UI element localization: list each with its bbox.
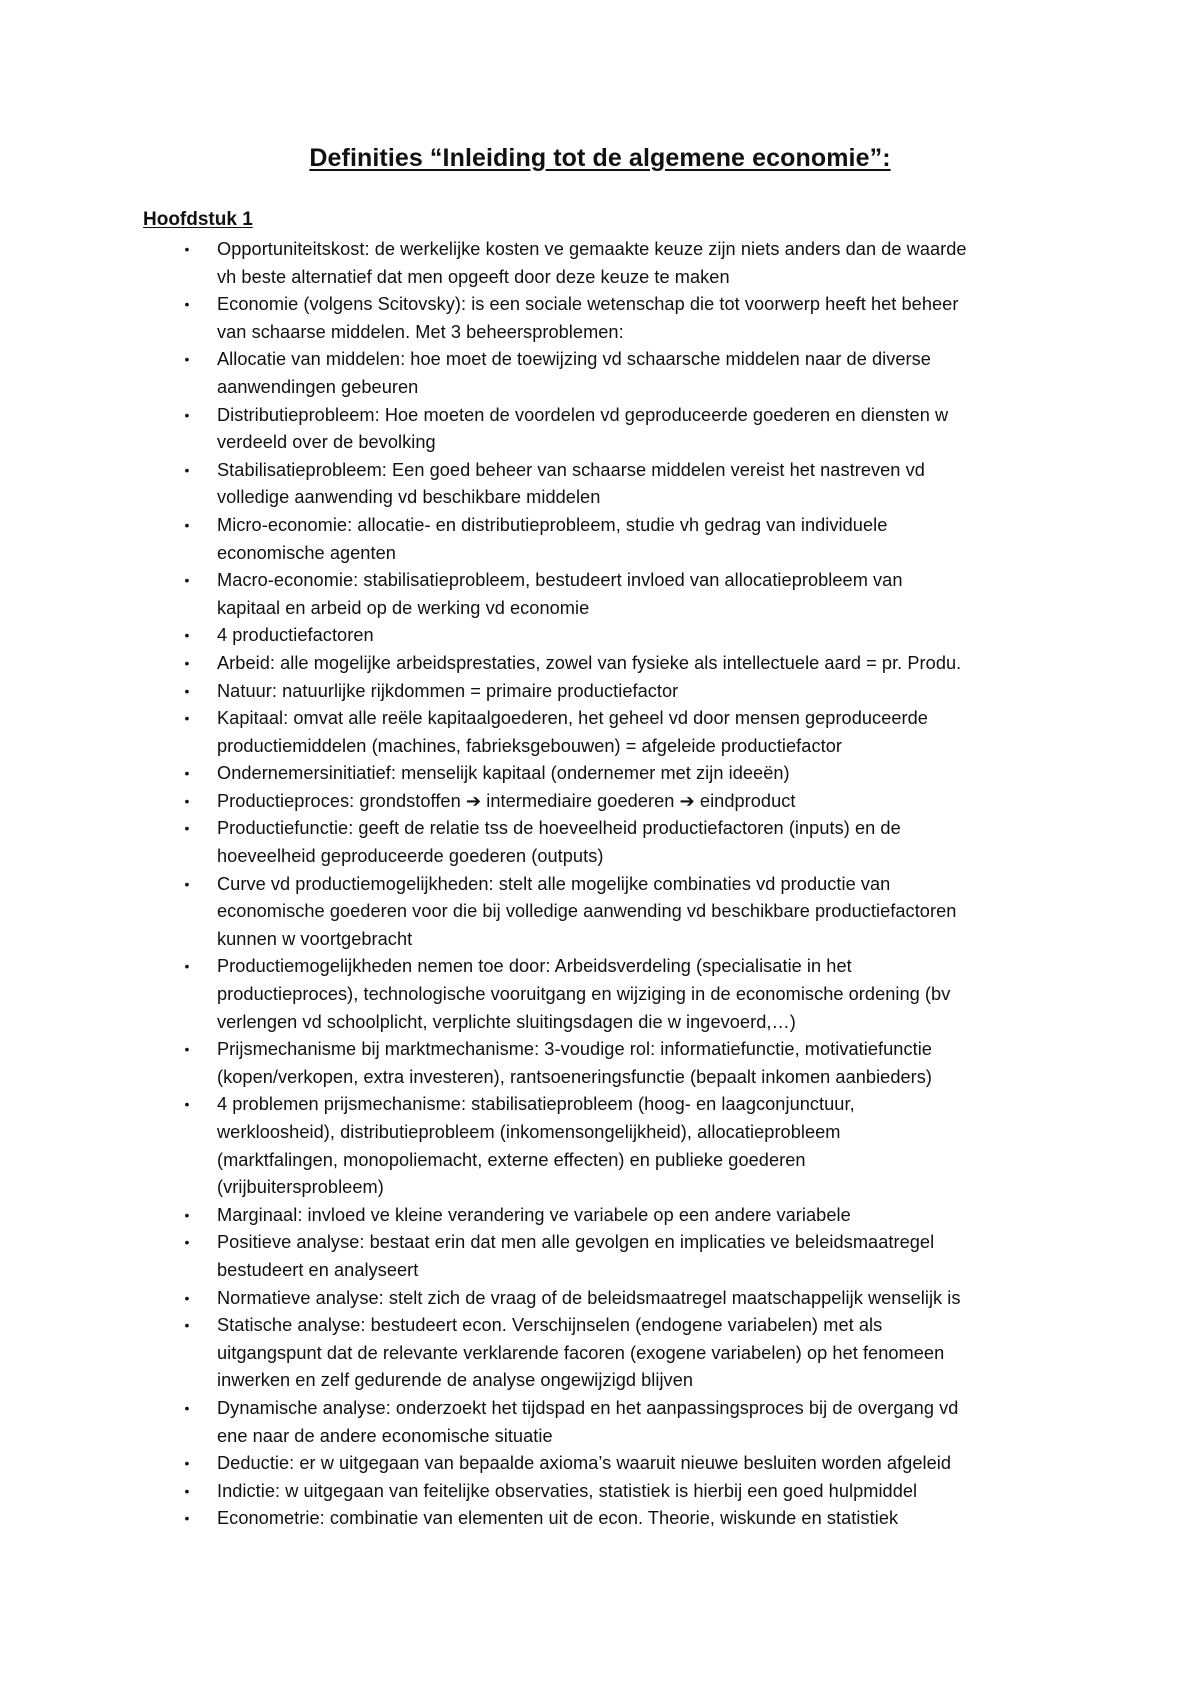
list-item-line: vh beste alternatief dat men opgeeft door deze keuze te maken xyxy=(217,266,730,287)
list-item xyxy=(0,1505,1200,1533)
list-item-line: Ondernemersinitiatief: menselijk kapitaal (ondernemer met zijn ideeën) xyxy=(217,763,790,784)
bullet-icon: • xyxy=(184,406,190,423)
list-item-line: hoeveelheid geproduceerde goederen (outputs) xyxy=(217,846,604,867)
list-item-line: Arbeid: alle mogelijke arbeidsprestaties, zowel van fysieke als intellectuele aard = pr. Produ. xyxy=(217,652,962,673)
bullet-icon: • xyxy=(184,875,190,892)
list-item-line: Indictie: w uitgegaan van feitelijke observaties, statistiek is hierbij een goed hulpmiddel xyxy=(217,1480,918,1501)
list-item-line: (vrijbuitersprobleem) xyxy=(217,1177,384,1198)
bullet-icon: • xyxy=(184,1206,190,1223)
chapter-heading: Hoofdstuk 1 xyxy=(143,209,253,230)
list-item-line: Natuur: natuurlijke rijkdommen = primaire productiefactor xyxy=(217,680,679,701)
list-item-line: productiemiddelen (machines, fabrieksgebouwen) = afgeleide productiefactor xyxy=(217,735,842,756)
list-item-line: werkloosheid), distributieprobleem (inkomensongelijkheid), allocatieprobleem xyxy=(217,1122,841,1142)
list-item-line: Normatieve analyse: stelt zich de vraag of de beleidsmaatregel maatschappelijk wenselijk is xyxy=(217,1287,961,1308)
list-item xyxy=(0,1036,1200,1091)
list-item-line: Stabilisatieprobleem: Een goed beheer van schaarse middelen vereist het nastreven vd xyxy=(217,459,925,480)
bullet-icon: • xyxy=(184,351,190,368)
list-item-line: verdeeld over de bevolking xyxy=(217,432,436,453)
list-item xyxy=(0,705,1200,760)
list-item xyxy=(0,1450,1200,1478)
list-item-line: (marktfalingen, monopoliemacht, externe effecten) en publieke goederen xyxy=(217,1149,806,1170)
list-item xyxy=(0,1312,1200,1395)
list-item xyxy=(0,236,1200,291)
list-item-line: volledige aanwending vd beschikbare middelen xyxy=(217,487,601,508)
list-item xyxy=(0,788,1200,816)
bullet-icon: • xyxy=(184,1482,190,1499)
bullet-icon: • xyxy=(184,572,190,589)
bullet-icon: • xyxy=(184,1455,190,1472)
list-item xyxy=(0,871,1200,954)
list-item-line: Micro-economie: allocatie- en distributieprobleem, studie vh gedrag van individuele xyxy=(217,514,888,535)
list-item-line: Kapitaal: omvat alle reële kapitaalgoederen, het geheel vd door mensen geproduceerde xyxy=(217,708,928,729)
list-item-line: Statische analyse: bestudeert econ. Verschijnselen (endogene variabelen) met als xyxy=(217,1315,883,1336)
list-item-line: Positieve analyse: bestaat erin dat men alle gevolgen en implicaties ve beleidsmaatregel xyxy=(217,1232,935,1253)
bullet-icon: • xyxy=(184,1234,190,1251)
list-item xyxy=(0,346,1200,401)
list-item-line: Productieproces: grondstoffen ➔ intermediaire goederen ➔ eindproduct xyxy=(217,790,796,811)
list-item xyxy=(0,1202,1200,1230)
bullet-icon: • xyxy=(184,1399,190,1416)
list-item-line: Economie (volgens Scitovsky): is een sociale wetenschap die tot voorwerp heeft het beheer xyxy=(217,294,959,315)
list-item-line: Productiefunctie: geeft de relatie tss de hoeveelheid productiefactoren (inputs) en de xyxy=(217,818,901,839)
list-item-line: Opportuniteitskost: de werkelijke kosten ve gemaakte keuze zijn niets anders dan de waarde xyxy=(217,239,967,259)
list-item-line: Distributieprobleem: Hoe moeten de voordelen vd geproduceerde goederen en diensten w xyxy=(217,404,949,425)
list-item xyxy=(0,953,1200,1036)
list-item xyxy=(0,291,1200,346)
list-item-line: ene naar de andere economische situatie xyxy=(217,1425,553,1446)
bullet-icon: • xyxy=(184,654,190,671)
bullet-icon: • xyxy=(184,1289,190,1306)
list-item-line: Deductie: er w uitgegaan van bepaalde axioma’s waaruit nieuwe besluiten worden afgeleid xyxy=(217,1453,952,1474)
list-item-line: bestudeert en analyseert xyxy=(217,1259,419,1280)
list-item-line: Macro-economie: stabilisatieprobleem, bestudeert invloed van allocatieprobleem van xyxy=(217,570,903,591)
bullet-icon: • xyxy=(184,682,190,699)
list-item-line: (kopen/verkopen, extra investeren), rantsoeneringsfunctie (bepaalt inkomen aanbieders) xyxy=(217,1066,933,1087)
list-item xyxy=(0,512,1200,567)
list-item-line: van schaarse middelen. Met 3 beheersproblemen: xyxy=(217,321,624,342)
list-item-line: kunnen w voortgebracht xyxy=(217,928,413,949)
list-item xyxy=(0,402,1200,457)
bullet-icon: • xyxy=(184,1096,190,1113)
list-item-line: Allocatie van middelen: hoe moet de toewijzing vd schaarsche middelen naar de diverse xyxy=(217,349,931,370)
list-item xyxy=(0,1091,1200,1201)
list-item-line: Productiemogelijkheden nemen toe door: Arbeidsverdeling (specialisatie in het xyxy=(217,956,852,977)
list-item xyxy=(0,650,1200,678)
bullet-icon: • xyxy=(184,820,190,837)
list-item-line: uitgangspunt dat de relevante verklarende facoren (exogene variabelen) op het fenomeen xyxy=(217,1342,945,1363)
list-item xyxy=(0,760,1200,788)
list-item-line: inwerken en zelf gedurende de analyse ongewijzigd blijven xyxy=(217,1370,694,1391)
list-item-line: aanwendingen gebeuren xyxy=(217,376,419,397)
bullet-icon: • xyxy=(184,1041,190,1058)
list-item-line: Curve vd productiemogelijkheden: stelt alle mogelijke combinaties vd productie van xyxy=(217,873,891,894)
bullet-icon: • xyxy=(184,516,190,533)
list-item xyxy=(0,1478,1200,1506)
bullet-icon: • xyxy=(184,461,190,478)
bullet-icon: • xyxy=(184,792,190,809)
list-item-line: productieproces), technologische vooruitgang en wijziging in de economische ordening (bv xyxy=(217,984,951,1005)
bullet-icon: • xyxy=(184,958,190,975)
bullet-icon: • xyxy=(184,1317,190,1334)
bullet-icon: • xyxy=(184,241,190,257)
page-title: Definities “Inleiding tot de algemene economie”: xyxy=(309,144,891,172)
list-item-line: kapitaal en arbeid op de werking vd economie xyxy=(217,597,590,618)
bullet-icon: • xyxy=(184,296,190,313)
list-item-line: verlengen vd schoolplicht, verplichte sluitingsdagen die w ingevoerd,…) xyxy=(217,1011,796,1032)
list-item-line: Prijsmechanisme bij marktmechanisme: 3-voudige rol: informatiefunctie, motivatiefunctie xyxy=(217,1039,932,1060)
list-item-line: Dynamische analyse: onderzoekt het tijdspad en het aanpassingsproces bij de overgang vd xyxy=(217,1397,959,1418)
list-item-line: 4 problemen prijsmechanisme: stabilisatieprobleem (hoog- en laagconjunctuur, xyxy=(217,1094,855,1115)
list-item-line: 4 productiefactoren xyxy=(217,625,374,646)
list-item xyxy=(0,815,1200,870)
list-item xyxy=(0,622,1200,650)
list-item xyxy=(0,567,1200,622)
list-item-line: economische goederen voor die bij volledige aanwending vd beschikbare productiefactoren xyxy=(217,901,957,922)
bullet-icon: • xyxy=(184,627,190,644)
list-item xyxy=(0,1395,1200,1450)
list-item-line: economische agenten xyxy=(217,542,396,563)
bullet-icon: • xyxy=(184,710,190,727)
list-item xyxy=(0,457,1200,512)
bullet-icon: • xyxy=(184,1510,190,1527)
list-item-line: Econometrie: combinatie van elementen uit de econ. Theorie, wiskunde en statistiek xyxy=(217,1508,899,1529)
list-item xyxy=(0,1285,1200,1313)
list-item xyxy=(0,678,1200,706)
definition-list xyxy=(0,236,1200,1533)
bullet-icon: • xyxy=(184,765,190,782)
list-item-line: Marginaal: invloed ve kleine verandering ve variabele op een andere variabele xyxy=(217,1204,851,1225)
list-item xyxy=(0,1229,1200,1284)
